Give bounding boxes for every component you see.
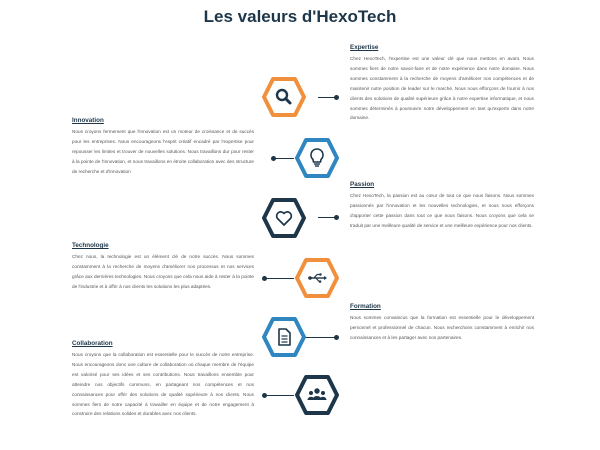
value-title: Formation xyxy=(350,303,381,310)
hexagon-innovation xyxy=(295,138,339,178)
value-title: Passion xyxy=(350,181,375,188)
usb-icon xyxy=(308,273,327,282)
value-text: Chez nous, la technologie est un élément clé de notre succès. Nous sommes constamment à la recherche de moyens d'améliorer nos processus et nos services grâce aux dernières technologies. Nous croyons que cela nous aide à rester à la pointe de l'industrie et à offrir à nos clients les solutions les plus adaptées. xyxy=(72,254,254,289)
value-text: Nous sommes convaincus que la formation est essentielle pour le développement personnel et professionnel de chacun. Nous recherchons constamment à enrichir nos connaissances et à les partager avec nos partenaires. xyxy=(350,315,534,340)
hexagon-collaboration xyxy=(295,375,339,415)
value-title: Expertise xyxy=(350,44,379,51)
value-title: Collaboration xyxy=(72,340,113,347)
heart-icon xyxy=(277,212,292,225)
hexagon-formation xyxy=(262,317,306,357)
value-technologie xyxy=(72,242,254,292)
connector-dot xyxy=(334,335,339,340)
lightbulb-icon xyxy=(311,149,323,166)
hexagon-technologie xyxy=(295,258,339,298)
team-icon xyxy=(308,388,327,400)
connector-dot xyxy=(271,156,276,161)
value-title: Technologie xyxy=(72,242,109,249)
connector-dot xyxy=(262,393,267,398)
hexagon-expertise xyxy=(262,77,306,117)
connector-technologie xyxy=(265,278,294,279)
connector-collaboration xyxy=(265,395,294,396)
hexagon-passion xyxy=(262,198,306,238)
value-formation xyxy=(350,303,534,343)
value-text: Nous croyons que la collaboration est essentielle pour le succès de notre entreprise. Nous encourageons donc une culture de collaboration où chaque membre de l'équipe est valorisé pour ses idées et ses contributions. Nous travaillons ensemble pour atteindre nos objectifs communs, en partageant nos compétences et nos connaissances pour offrir des solutions de qualité supérieure à nos clients. Nous sommes fiers de notre capacité à travailler en équipe et de notre engagement à construire des relations solides et durables avec nos clients. xyxy=(72,352,254,417)
connector-dot xyxy=(334,215,339,220)
value-text: Nous croyons fermement que l'innovation est un moteur de croissance et de succès pour les entreprises. Nous encourageons l'esprit créatif encadré par l'expertise pour repousser les limites et trouver de nouvelles solutions. Nous travaillons dur pour rester à la pointe de l'innovation, et nous travaillons en étroite collaboration avec des structure de recherche et d'innovation xyxy=(72,129,254,174)
connector-dot xyxy=(262,276,267,281)
search-icon xyxy=(277,90,290,103)
connector-dot xyxy=(334,95,339,100)
page-title: Les valeurs d'HexoTech xyxy=(203,7,397,26)
value-text: Chez HexoTech, la passion est au cœur de tout ce que nous faisons. Nous sommes passionnés par l'innovation et les nouvelles technologies, et nous nous efforçons d'apporter cette passion dans tout ce que nous faisons. Nous croyons que cela se traduit par une meilleure qualité de service et une meilleure expérience pour nos clients. xyxy=(350,193,534,228)
value-title: Innovation xyxy=(72,117,104,124)
connector-innovation xyxy=(274,158,294,159)
value-innovation xyxy=(72,117,254,177)
value-passion xyxy=(350,181,534,231)
document-icon xyxy=(279,329,290,345)
value-expertise xyxy=(350,44,534,123)
value-text: Chez HexoTech, l'expertise est une valeur clé que nous mettons en avant. Nous sommes fiers de notre savoir-faire et de notre expérience dans notre domaine. Nous sommes constamment à la recherche de moyens d'améliorer nos compétences et de maintenir notre position de leader sur le marché. Nous nous efforçons de fournir à nos clients des solutions de qualité supérieure grâce à notre expertise informatique, et nous sommes déterminés à poursuivre notre développement en tant qu'experts dans notre domaine. xyxy=(350,56,534,121)
connector-formation xyxy=(304,337,336,338)
value-collaboration xyxy=(72,340,254,419)
